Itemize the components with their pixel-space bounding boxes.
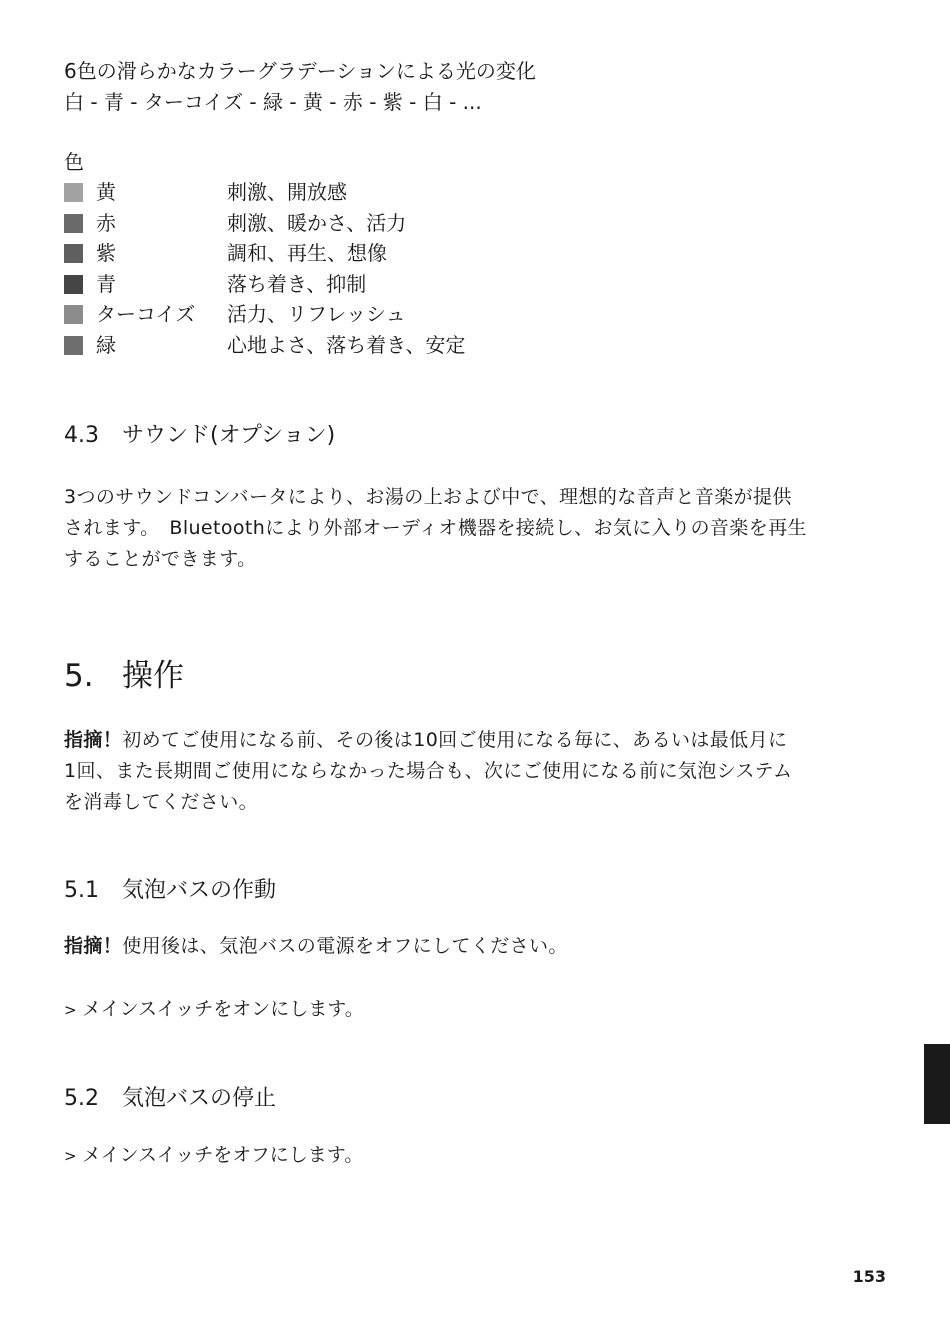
section-5-note	[64, 725, 886, 818]
chapter-tab-marker	[924, 1044, 950, 1124]
color-description: 心地よさ、落ち着き、安定	[227, 333, 466, 357]
note-text: 1回、また長期間ご使用にならなかった場合も、次にご使用になる前に気泡システム	[64, 760, 793, 782]
section-number: 5.1	[64, 878, 99, 903]
color-name: 緑	[96, 333, 116, 357]
color-name: ターコイズ	[96, 302, 196, 326]
paragraph-line: することができます。	[64, 548, 257, 570]
color-item-purple	[64, 238, 764, 268]
paragraph-line: されます。 Bluetoothにより外部オーディオ機器を接続し、お気に入りの音楽を再生	[64, 517, 807, 539]
color-swatch	[64, 275, 83, 294]
section-5-2-heading	[64, 1084, 276, 1114]
section-title: 操作	[122, 658, 184, 694]
page-number: 153	[852, 1267, 886, 1286]
color-description: 落ち着き、抑制	[227, 272, 367, 296]
note-text: 使用後は、気泡バスの電源をオフにしてください。	[122, 935, 568, 957]
intro-line-2: 白 - 青 - ターコイズ - 緑 - 黄 - 赤 - 紫 - 白 - ...	[64, 90, 482, 114]
section-5-1-note	[64, 931, 886, 962]
step-marker: >	[64, 1001, 77, 1019]
color-name: 黄	[96, 180, 116, 204]
color-swatch	[64, 244, 83, 263]
color-item-green	[64, 330, 764, 360]
section-5-2-step	[64, 1140, 363, 1171]
color-description: 刺激、暖かさ、活力	[227, 211, 407, 235]
color-item-turquoise	[64, 299, 764, 329]
color-item-red	[64, 208, 764, 238]
color-name: 青	[96, 272, 116, 296]
color-swatch	[64, 183, 83, 202]
section-5-heading	[64, 656, 184, 696]
color-heading: 色	[64, 150, 84, 174]
note-text: 初めてご使用になる前、その後は10回ご使用になる毎に、あるいは最低月に	[122, 729, 788, 751]
section-4-3-heading	[64, 421, 335, 451]
note-text: を消毒してください。	[64, 791, 259, 813]
section-number: 5.2	[64, 1086, 99, 1111]
color-swatch	[64, 214, 83, 233]
color-swatch	[64, 305, 83, 324]
color-item-yellow	[64, 177, 764, 207]
color-description: 活力、リフレッシュ	[227, 302, 406, 326]
section-title: 気泡バスの停止	[122, 1086, 277, 1111]
color-name: 赤	[96, 211, 116, 235]
color-item-blue	[64, 269, 764, 299]
section-4-3-body	[64, 482, 886, 575]
step-text: メインスイッチをオンにします。	[82, 998, 364, 1020]
note-label: 指摘！	[64, 729, 123, 751]
section-5-1-heading	[64, 876, 276, 906]
intro-line-1: 6色の滑らかなカラーグラデーションによる光の変化	[64, 59, 536, 83]
step-marker: >	[64, 1147, 77, 1165]
section-number: 5.	[64, 658, 94, 694]
paragraph-line: 3つのサウンドコンバータにより、お湯の上および中で、理想的な音声と音楽が提供	[64, 486, 792, 508]
section-number: 4.3	[64, 423, 99, 448]
color-description: 刺激、開放感	[227, 180, 347, 204]
section-title: サウンド(オプション)	[122, 423, 336, 448]
color-swatch	[64, 336, 83, 355]
note-label: 指摘！	[64, 935, 123, 957]
section-title: 気泡バスの作動	[122, 878, 277, 903]
section-5-1-step	[64, 994, 364, 1025]
color-description: 調和、再生、想像	[227, 241, 387, 265]
color-name: 紫	[96, 241, 116, 265]
step-text: メインスイッチをオフにします。	[82, 1144, 364, 1166]
